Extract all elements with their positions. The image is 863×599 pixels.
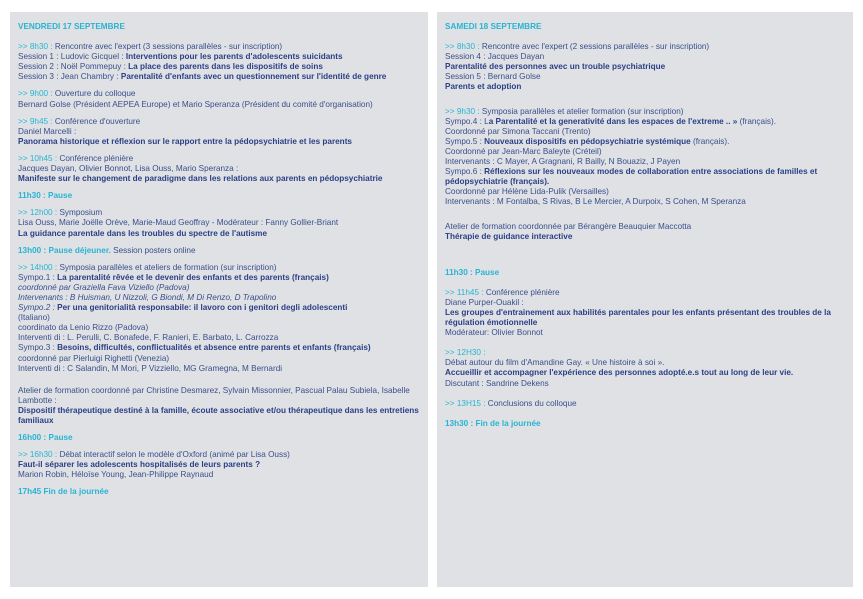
block-intro: Conférence plénière: [485, 287, 560, 297]
session-title: La place des parents dans les dispositifs de soins: [128, 62, 323, 72]
block-intro: Rencontre avec l'expert (2 sessions parallèles - sur inscription): [481, 42, 710, 52]
fri-1630-block: [18, 450, 420, 480]
talk-title: La guidance parentale dans les troubles du spectre de l'autisme: [18, 228, 268, 238]
time-label: >> 8h30 :: [445, 42, 482, 52]
block-intro: Conférence plénière: [59, 153, 134, 163]
time-label: >> 14h00 :: [18, 262, 60, 272]
sympo-coordinator: coordonné par Graziella Fava Viziello (Padova): [18, 282, 190, 292]
sympo-speakers: Intervenants : C Mayer, A Gragnani, R Bailly, N Bouaziz, J Payen: [445, 157, 681, 167]
fri-1200-block: [18, 208, 420, 238]
sympo-speakers: Intervenants : M Fontalba, S Rivas, B Le Mercier, A Durpoix, S Cohen, M Speranza: [445, 197, 746, 207]
sympo-language: (Italiano): [18, 313, 50, 323]
sympo-coordinator: coordonné par Pierluigi Righetti (Venezia): [18, 353, 170, 363]
sympo-title: Per una genitorialità responsabile: il lavoro con i genitori degli adolescenti: [57, 303, 348, 313]
fri-end: 17h45 Fin de la journée: [18, 487, 109, 497]
sympo-speakers: Intervenants : B Huisman, U Nizzoli, G Biondi, M Di Renzo, D Trapolino: [18, 292, 277, 302]
atelier-title: Thérapie de guidance interactive: [445, 231, 573, 241]
sympo-label: Sympo.1 :: [18, 272, 58, 282]
time-label: >> 16h30 :: [18, 450, 60, 460]
speaker: Marion Robin, Héloïse Young, Jean-Philippe Raynaud: [18, 470, 214, 480]
talk-title: Les groupes d'entrainement aux habilités parentales pour les enfants présentant des troubles de la régulation émotionnelle: [445, 307, 831, 328]
speaker: Lisa Ouss, Marie Joëlle Orève, Marie-Maud Geoffray - Modérateur : Fanny Gollier-Briant: [18, 218, 339, 228]
time-label: >> 9h30 :: [445, 106, 482, 116]
time-label: >> 9h45 :: [18, 116, 55, 126]
sympo-speakers: Interventi di : L. Perulli, C. Bonafede, F. Ranieri, E. Barbato, L. Carrozza: [18, 333, 279, 343]
sat-pause-1130: 11h30 : Pause: [445, 267, 500, 277]
fri-1400-block: [18, 263, 420, 374]
pause-label: 13h00 : Pause déjeuner.: [18, 245, 111, 255]
moderator: Modérateur: Olivier Bonnot: [445, 328, 543, 338]
block-intro: Débat interactif selon le modèle d'Oxford (animé par Lisa Ouss): [59, 450, 290, 460]
time-label: >> 13H15 :: [445, 398, 488, 408]
block-intro: Rencontre avec l'expert (3 sessions parallèles - sur inscription): [54, 42, 283, 52]
time-label: >> 8h30 :: [18, 42, 55, 52]
time-label: >> 10h45 :: [18, 153, 60, 163]
time-label: >> 12h00 :: [18, 208, 60, 218]
block-text: Débat autour du film d'Amandine Gay. « Une histoire à soi ».: [445, 358, 665, 368]
speaker: Jacques Dayan, Olivier Bonnot, Lisa Ouss, Mario Speranza :: [18, 164, 239, 174]
sat-830-block: [445, 42, 845, 92]
block-intro: Conférence d'ouverture: [54, 116, 141, 126]
fri-pause-1130: 11h30 : Pause: [18, 191, 73, 201]
block-text: Bernard Golse (Président AEPEA Europe) et Mario Speranza (Président du comité d'organisation): [18, 99, 373, 109]
speaker: Diane Purper-Ouakil :: [445, 297, 524, 307]
session-title: Parents et adoption: [445, 82, 522, 92]
sympo-label: Sympo.2 :: [18, 303, 58, 313]
sat-end: 13h30 : Fin de la journée: [445, 418, 541, 428]
sympo-coordinator: coordinato da Lenio Rizzo (Padova): [18, 323, 149, 333]
block-intro: Symposium: [59, 208, 103, 218]
fri-830-block: [18, 42, 420, 82]
sympo-label: Sympo.5 :: [445, 136, 485, 146]
block-intro: Symposia parallèles et atelier formation (sur inscription): [481, 106, 684, 116]
fri-900-block: [18, 89, 420, 109]
sympo-speakers: Interventi di : C Salandin, M Mori, P Vizziello, MG Gramegna, M Bernardi: [18, 363, 283, 373]
sympo-title: Réflexions sur les nouveaux modes de collaboration entre associations de familles et pédopsychiatrie (français).: [445, 167, 818, 187]
atelier-text: Atelier de formation coordonné par Christine Desmarez, Sylvain Missonnier, Pascual Palau Subiela, Isabelle Lambotte :: [18, 385, 410, 405]
sympo-title: Besoins, difficultés, conflictualités et absence entre parents et enfants (français): [57, 343, 371, 353]
talk-title: Panorama historique et réflexion sur le rapport entre la pédopsychiatrie et les parents: [18, 136, 352, 146]
sympo-title: a Parentalité et la generativité dans les espaces de l'extreme .. »: [488, 116, 738, 126]
sympo-label: Sympo.4 : L: [445, 116, 489, 126]
sympo-title: Nouveaux dispositifs en pédopsychiatrie systémique: [484, 136, 691, 146]
fri-1045-block: [18, 154, 420, 184]
session-label: Session 5 : Bernard Golse: [445, 72, 541, 82]
talk-title: Accueillir et accompagner l'expérience des personnes adopté.e.s tout au long de leur vie.: [445, 368, 794, 378]
sympo-coordinator: Coordonné par Jean-Marc Baleyte (Créteil): [445, 146, 602, 156]
saturday-column: [437, 12, 853, 587]
sat-1145-block: [445, 288, 845, 338]
speaker: Daniel Marcelli :: [18, 126, 77, 136]
sat-1230-block: [445, 348, 845, 388]
session-title: Parentalité d'enfants avec un questionnement sur l'identité de genre: [120, 72, 387, 82]
sympo-language: (français).: [690, 136, 730, 146]
session-title: Interventions pour les parents d'adolescents suicidants: [125, 52, 343, 62]
fri-pause-1300: [18, 246, 420, 256]
saturday-title: SAMEDI 18 SEPTEMBRE: [445, 22, 542, 31]
session-label: Session 2 : Noël Pommepuy :: [18, 62, 129, 72]
sympo-coordinator: Coordonné par Simona Taccani (Trento): [445, 126, 591, 136]
session-label: Session 1 : Ludovic Gicquel :: [18, 52, 126, 62]
sat-1315-block: [445, 399, 845, 409]
talk-title: Manifeste sur le changement de paradigme dans les relations aux parents en pédopsychiatrie: [18, 174, 383, 184]
block-intro: Conclusions du colloque: [487, 398, 577, 408]
atelier-text: Atelier de formation coordonnée par Bérangère Beauquier Maccotta: [445, 221, 692, 231]
friday-title: VENDREDI 17 SEPTEMBRE: [18, 22, 125, 31]
pause-note: Session posters online: [110, 245, 196, 255]
sat-atelier-block: [445, 222, 845, 242]
sat-930-block: [445, 107, 845, 208]
sympo-title: La parentalité rêvée et le devenir des enfants et des parents (français): [57, 272, 329, 282]
time-label: >> 9h00 :: [18, 89, 55, 99]
atelier-title: Dispositif thérapeutique destiné à la famille, écoute associative et/ou thérapeutique dans les entretiens familiaux: [18, 405, 419, 425]
fri-945-block: [18, 117, 420, 147]
session-label: Session 4 : Jacques Dayan: [445, 52, 545, 62]
friday-column: [10, 12, 428, 587]
sympo-label: Sympo.3 :: [18, 343, 58, 353]
fri-atelier-block: [18, 386, 420, 426]
block-intro: Ouverture du colloque: [54, 89, 136, 99]
sympo-label: Sympo.6 :: [445, 167, 485, 177]
sympo-coordinator: Coordonné par Hélène Lida-Pulik (Versailles): [445, 187, 609, 197]
block-intro: Symposia parallèles et ateliers de formation (sur inscription): [59, 262, 277, 272]
time-label: >> 12H30 :: [445, 348, 486, 358]
session-title: Parentalité des personnes avec un trouble psychiatrique: [445, 62, 666, 72]
time-label: >> 11h45 :: [445, 287, 486, 297]
talk-title: Faut-il séparer les adolescents hospitalisés de leurs parents ?: [18, 460, 261, 470]
fri-pause-1600: 16h00 : Pause: [18, 433, 73, 443]
sympo-language: (français).: [737, 116, 776, 126]
discussant: Discutant : Sandrine Dekens: [445, 378, 549, 388]
session-label: Session 3 : Jean Chambry :: [18, 72, 121, 82]
